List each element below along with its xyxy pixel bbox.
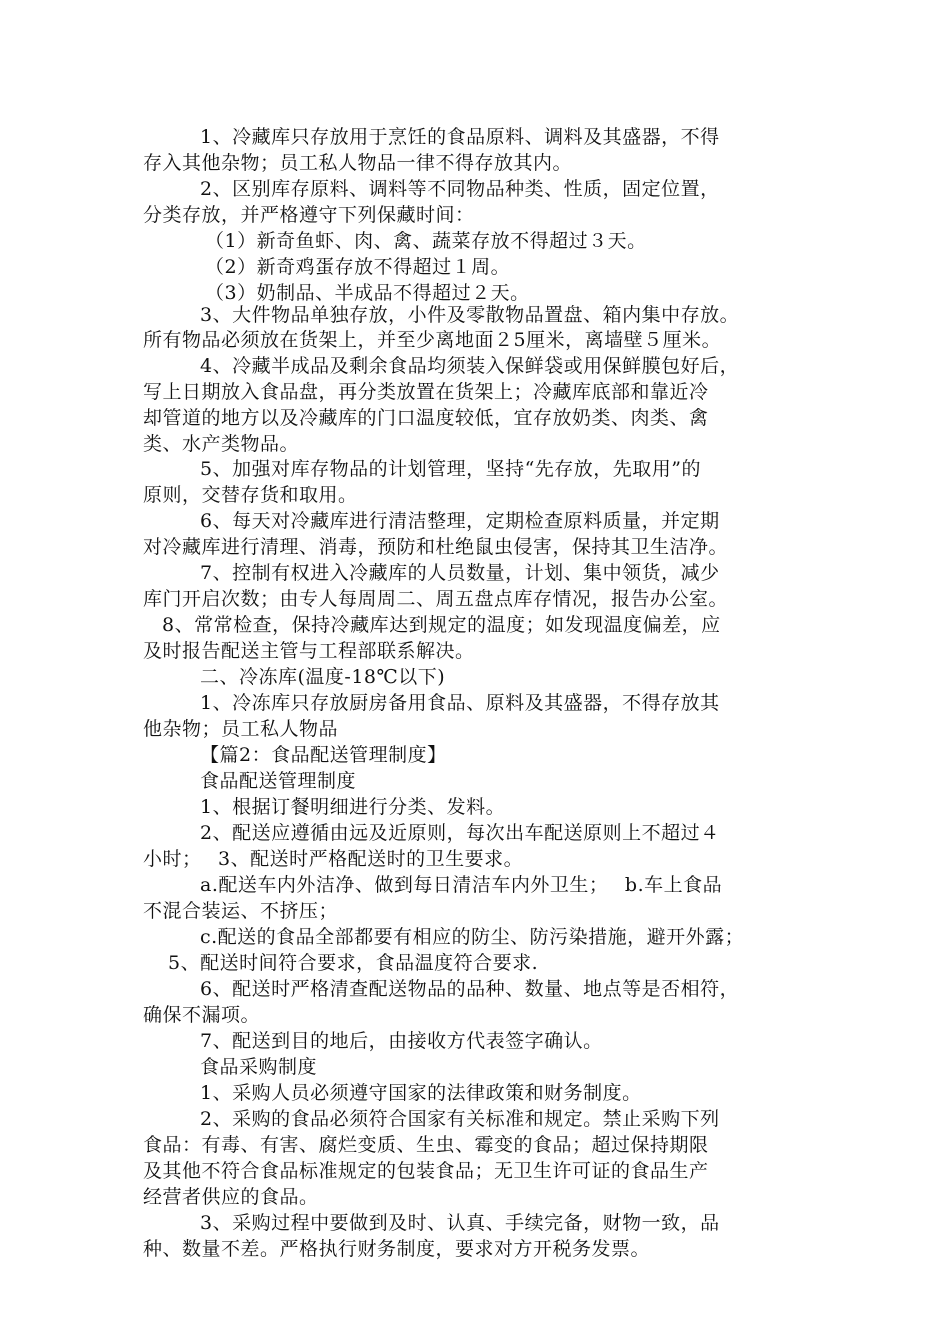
text-line: 及时报告配送主管与工程部联系解决。: [143, 640, 475, 662]
text-line: 确保不漏项。: [143, 1004, 261, 1026]
section-heading: 【篇2：食品配送管理制度】: [200, 744, 447, 766]
text-line: a.配送车内外洁净、做到每日清洁车内外卫生； b.车上食品: [200, 874, 723, 896]
text-line: 却管道的地方以及冷藏库的门口温度较低，宜存放奶类、肉类、禽: [143, 407, 709, 429]
text-line: 经营者供应的食品。: [143, 1186, 319, 1208]
section-heading: 二、冷冻库(温度-18℃以下): [200, 666, 446, 688]
text-line: 他杂物；员工私人物品: [143, 718, 339, 740]
text-line: 3、大件物品单独存放，小件及零散物品置盘、箱内集中存放。: [200, 304, 740, 326]
text-line: 食品：有毒、有害、腐烂变质、生虫、霉变的食品；超过保持期限: [143, 1134, 709, 1156]
text-line: 存入其他杂物；员工私人物品一律不得存放其内。: [143, 152, 573, 174]
text-line: 不混合装运、不挤压；: [143, 900, 339, 922]
text-line: （2）新奇鸡蛋存放不得超过１周。: [205, 256, 511, 278]
text-line: （1）新奇鱼虾、肉、禽、蔬菜存放不得超过３天。: [205, 230, 647, 252]
text-line: 7、配送到目的地后，由接收方代表签字确认。: [200, 1030, 603, 1052]
text-line: 对冷藏库进行清理、消毒，预防和杜绝鼠虫侵害，保持其卫生洁净。: [143, 536, 729, 558]
text-line: 2、采购的食品必须符合国家有关标准和规定。禁止采购下列: [200, 1108, 720, 1130]
text-line: 类、水产类物品。: [143, 433, 300, 455]
text-line: 5、加强对库存物品的计划管理，坚持“先存放，先取用”的: [200, 458, 702, 480]
text-line: 1、冷藏库只存放用于烹饪的食品原料、调料及其盛器，不得: [200, 126, 720, 148]
text-line: 1、冷冻库只存放厨房备用食品、原料及其盛器，不得存放其: [200, 692, 720, 714]
text-line: 小时； 3、配送时严格配送时的卫生要求。: [143, 848, 524, 870]
text-line: 5、配送时间符合要求，食品温度符合要求.: [168, 952, 539, 974]
text-line: 2、配送应遵循由远及近原则，每次出车配送原则上不超过４: [200, 822, 720, 844]
text-line: 所有物品必须放在货架上，并至少离地面２5厘米，离墙壁５厘米。: [143, 329, 722, 351]
text-line: 7、控制有权进入冷藏库的人员数量，计划、集中领货，减少: [200, 562, 720, 584]
text-line: 及其他不符合食品标准规定的包装食品；无卫生许可证的食品生产: [143, 1160, 709, 1182]
text-line: 2、区别库存原料、调料等不同物品种类、性质，固定位置，: [200, 178, 720, 200]
text-line: 3、采购过程中要做到及时、认真、手续完备，财物一致，品: [200, 1212, 720, 1234]
text-line: 种、数量不差。严格执行财务制度，要求对方开税务发票。: [143, 1238, 651, 1260]
text-line: （3）奶制品、半成品不得超过２天。: [205, 282, 530, 304]
text-line: 写上日期放入食品盘，再分类放置在货架上；冷藏库底部和靠近冷: [143, 381, 709, 403]
section-heading: 食品配送管理制度: [200, 770, 357, 792]
text-line: 6、每天对冷藏库进行清洁整理，定期检查原料质量，并定期: [200, 510, 720, 532]
text-line: c.配送的食品全部都要有相应的防尘、防污染措施，避开外露；: [200, 926, 745, 948]
text-line: 分类存放，并严格遵守下列保藏时间：: [143, 204, 475, 226]
text-line: 库门开启次数；由专人每周周二、周五盘点库存情况，报告办公室。: [143, 588, 729, 610]
section-heading: 食品采购制度: [200, 1056, 318, 1078]
text-line: 1、采购人员必须遵守国家的法律政策和财务制度。: [200, 1082, 642, 1104]
text-line: 8、常常检查，保持冷藏库达到规定的温度；如发现温度偏差，应: [162, 614, 721, 636]
text-line: 4、冷藏半成品及剩余食品均须装入保鲜袋或用保鲜膜包好后，: [200, 355, 740, 377]
text-line: 1、根据订餐明细进行分类、发料。: [200, 796, 506, 818]
text-line: 原则，交替存货和取用。: [143, 484, 358, 506]
text-line: 6、配送时严格清查配送物品的品种、数量、地点等是否相符，: [200, 978, 740, 1000]
